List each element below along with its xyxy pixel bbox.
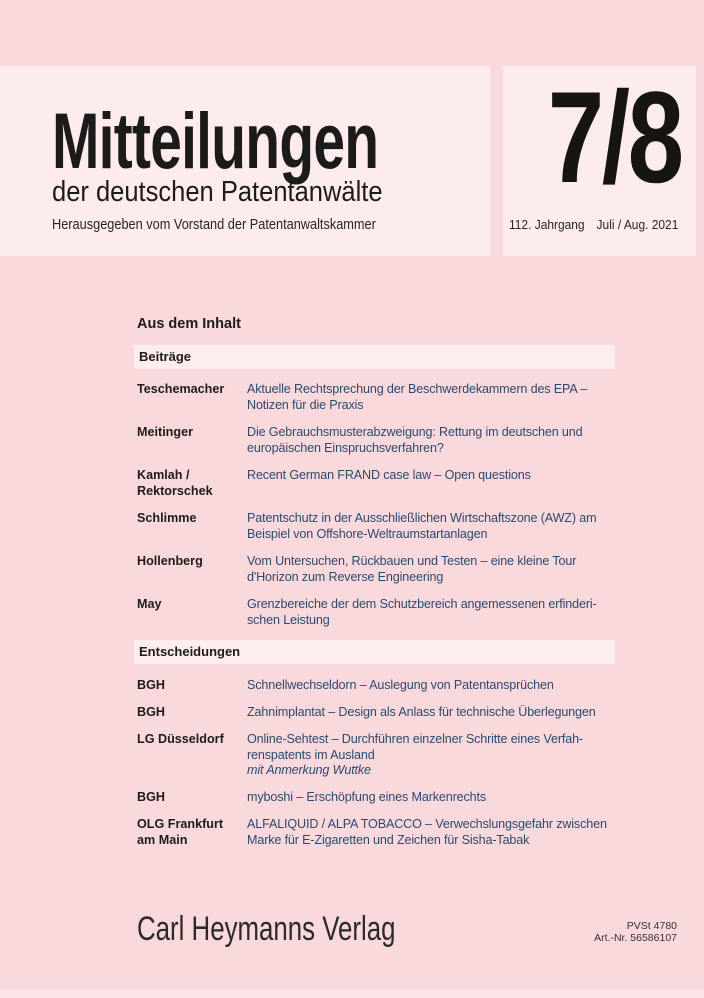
toc-entry	[137, 425, 615, 456]
bottom-edge-strip	[0, 990, 704, 998]
contents-heading: Aus dem Inhalt	[137, 316, 241, 332]
section-beitraege	[137, 382, 615, 628]
publisher-line	[52, 217, 433, 232]
entry-court: BGH	[137, 678, 165, 692]
entry-title: Patentschutz in der Ausschließlichen Wirtschaftszone (AWZ) am Beispiel von Offshore-Weltraumstartanlagen	[247, 511, 597, 541]
postal-codes	[594, 921, 677, 944]
entry-author: Teschemacher	[137, 382, 225, 396]
table-of-contents	[137, 316, 615, 860]
toc-entry	[137, 817, 615, 848]
pvst-code: PVSt 4780	[626, 920, 677, 932]
issue-number	[510, 64, 682, 210]
toc-entry	[137, 511, 615, 542]
entry-title: Schnellwechseldorn – Auslegung von Patentansprüchen	[247, 678, 554, 692]
entry-court: BGH	[137, 790, 165, 804]
issue-meta	[509, 218, 693, 231]
entry-court: LG Düsseldorf	[137, 732, 224, 746]
entry-court: OLG Frankfurt am Main	[137, 817, 224, 847]
journal-title	[52, 96, 505, 185]
entry-title: Vom Untersuchen, Rückbauen und Testen – eine kleine Tour d'Horizon zum Reverse Engineering	[247, 554, 577, 584]
entry-court: BGH	[137, 705, 165, 719]
entry-title: Die Gebrauchsmusterabzweigung: Rettung im deutschen und europäischen Einspruchsverfahren?	[247, 425, 583, 455]
entry-title: Zahnimplantat – Design als Anlass für technische Überlegungen	[247, 705, 596, 719]
issue-number-text: 7/8	[548, 64, 682, 210]
entry-author: May	[137, 597, 162, 611]
entry-title: Online-Sehtest – Durchführen einzelner Schritte eines Verfah- renspatents im Ausland	[247, 732, 583, 762]
toc-entry	[137, 597, 615, 628]
article-number: Art.-Nr. 56586107	[594, 931, 677, 944]
publisher-imprint	[137, 912, 477, 946]
toc-entry	[137, 732, 615, 779]
section-band-beitraege: Beiträge	[134, 345, 615, 369]
section-band-entscheidungen: Entscheidungen	[134, 640, 615, 664]
journal-subtitle-text: der deutschen Patentanwälte	[52, 176, 383, 208]
section-entscheidungen	[137, 678, 615, 848]
entry-author: Hollenberg	[137, 554, 203, 568]
masthead-panel	[0, 66, 490, 256]
entry-title: Aktuelle Rechtsprechung der Beschwerdekammern des EPA – Notizen für die Praxis	[247, 382, 588, 412]
issue-panel	[503, 66, 696, 256]
entry-title: Recent German FRAND case law – Open questions	[247, 468, 531, 482]
entry-author: Schlimme	[137, 511, 197, 525]
publisher-line-text: Herausgegeben vom Vorstand der Patentanwaltskammer	[52, 216, 376, 233]
issue-date: Juli / Aug. 2021	[596, 217, 679, 232]
journal-title-text: Mitteilungen	[52, 96, 379, 185]
entry-annotation: mit Anmerkung Wuttke	[247, 763, 371, 777]
toc-entry	[137, 382, 615, 413]
entry-title: Grenzbereiche der dem Schutzbereich angemessenen erfinderi- schen Leistung	[247, 597, 597, 627]
journal-subtitle	[52, 178, 428, 207]
toc-entry	[137, 554, 615, 585]
publisher-imprint-text: Carl Heymanns Verlag	[137, 910, 396, 948]
entry-title: myboshi – Erschöpfung eines Markenrechts	[247, 790, 487, 804]
toc-entry	[137, 790, 615, 806]
entry-author: Meitinger	[137, 425, 193, 439]
entry-title: ALFALIQUID / ALPA TOBACCO – Verwechslungsgefahr zwischen Marke für E-Zigaretten und Zeichen für Sisha-Tabak	[247, 817, 607, 847]
entry-author: Kamlah / Rektorschek	[137, 468, 213, 498]
toc-entry	[137, 468, 615, 499]
toc-entry	[137, 705, 615, 721]
toc-entry	[137, 678, 615, 694]
issue-volume: 112. Jahrgang	[509, 217, 585, 232]
